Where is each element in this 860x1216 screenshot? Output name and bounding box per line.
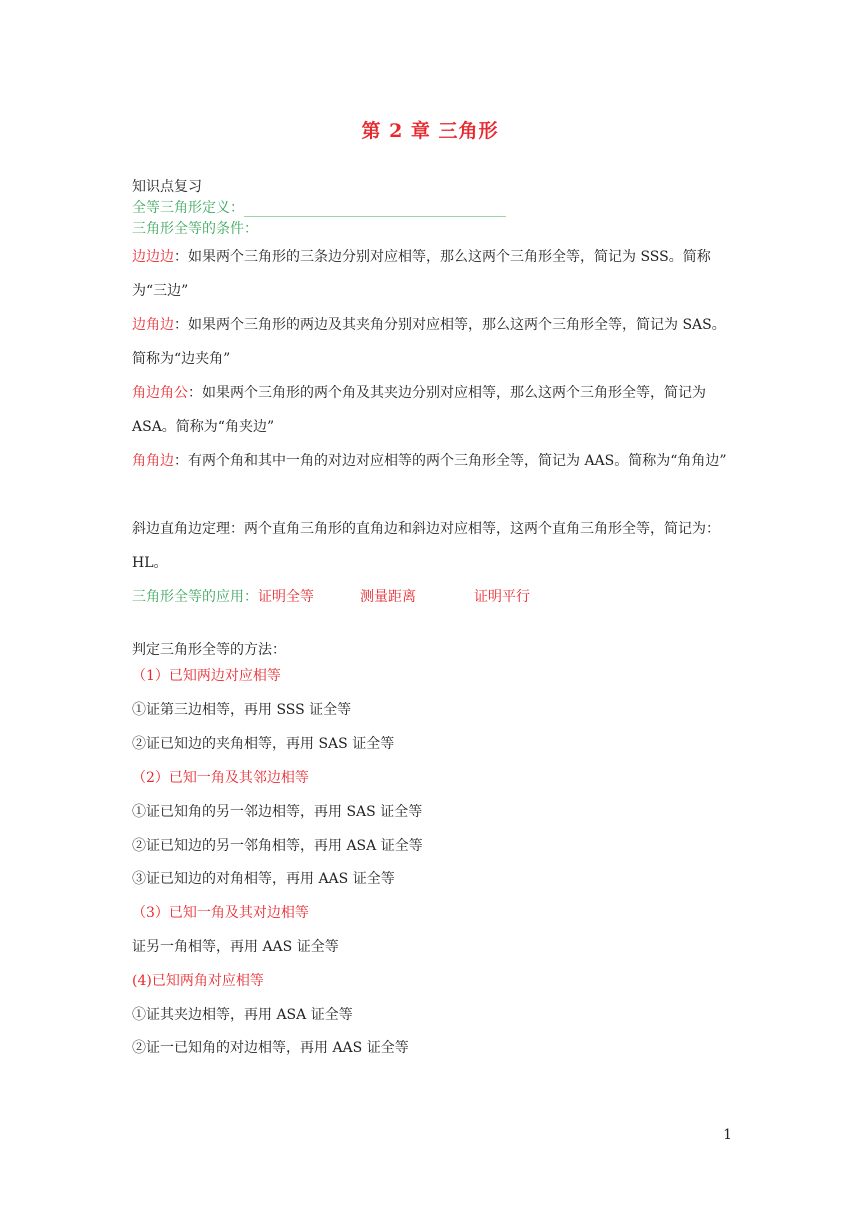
application-item: 证明平行 <box>474 589 530 605</box>
method-step: ②证已知边的另一邻角相等，再用 ASA 证全等 <box>132 838 423 854</box>
condition-text: ：有两个角和其中一角的对边对应相等的两个三角形全等，简记为 AAS。简称为“角角边” <box>174 453 727 469</box>
condition-text: ：如果两个三角形的三条边分别对应相等，那么这两个三角形全等，简记为 SSS。简称为“三边” <box>132 249 711 299</box>
method-step: ①证第三边相等，再用 SSS 证全等 <box>132 702 352 718</box>
application-label: 三角形全等的应用： <box>132 589 258 605</box>
page-number: 1 <box>723 1127 732 1143</box>
condition-sss <box>132 240 732 308</box>
methods-heading: 判定三角形全等的方法： <box>132 642 286 658</box>
condition-term: 边边边 <box>132 249 174 265</box>
condition-text: ：如果两个三角形的两个角及其夹边分别对应相等，那么这两个三角形全等，简记为 ASA。简称为“角夹边” <box>132 385 706 435</box>
method-case: （2）已知一角及其邻边相等 <box>132 770 309 786</box>
condition-hl: 斜边直角边定理：两个直角三角形的直角边和斜边对应相等，这两个直角三角形全等，简记为：HL。 <box>132 521 720 571</box>
method-case: (4)已知两角对应相等 <box>132 973 264 989</box>
application-line <box>132 586 732 606</box>
method-step: 证另一角相等，再用 AAS 证全等 <box>132 939 339 955</box>
condition-term: 角角边 <box>132 453 174 469</box>
method-step: ②证已知边的夹角相等，再用 SAS 证全等 <box>132 736 395 752</box>
method-step: ③证已知边的对角相等，再用 AAS 证全等 <box>132 871 395 887</box>
definition-label: 全等三角形定义： <box>132 200 244 216</box>
application-item: 证明全等 <box>258 589 314 605</box>
condition-term: 角边角公 <box>132 385 188 401</box>
review-heading: 知识点复习 <box>132 179 202 195</box>
condition-term: 边角边 <box>132 317 174 333</box>
condition-sas <box>132 308 732 376</box>
conditions-label: 三角形全等的条件： <box>132 221 258 237</box>
condition-aas <box>132 444 732 478</box>
method-step: ①证其夹边相等，再用 ASA 证全等 <box>132 1007 353 1023</box>
application-item: 测量距离 <box>360 589 416 605</box>
method-case: （3）已知一角及其对边相等 <box>132 905 309 921</box>
chapter-title: 第 2 章 三角形 <box>361 120 499 142</box>
condition-text: ：如果两个三角形的两边及其夹角分别对应相等，那么这两个三角形全等，简记为 SAS。简称为“边夹角” <box>132 317 726 367</box>
method-step: ②证一已知角的对边相等，再用 AAS 证全等 <box>132 1040 409 1056</box>
definition-line <box>132 197 732 217</box>
method-case: （1）已知两边对应相等 <box>132 668 281 684</box>
condition-asa <box>132 376 732 444</box>
method-step: ①证已知角的另一邻边相等，再用 SAS 证全等 <box>132 804 423 820</box>
definition-blank <box>244 202 506 217</box>
